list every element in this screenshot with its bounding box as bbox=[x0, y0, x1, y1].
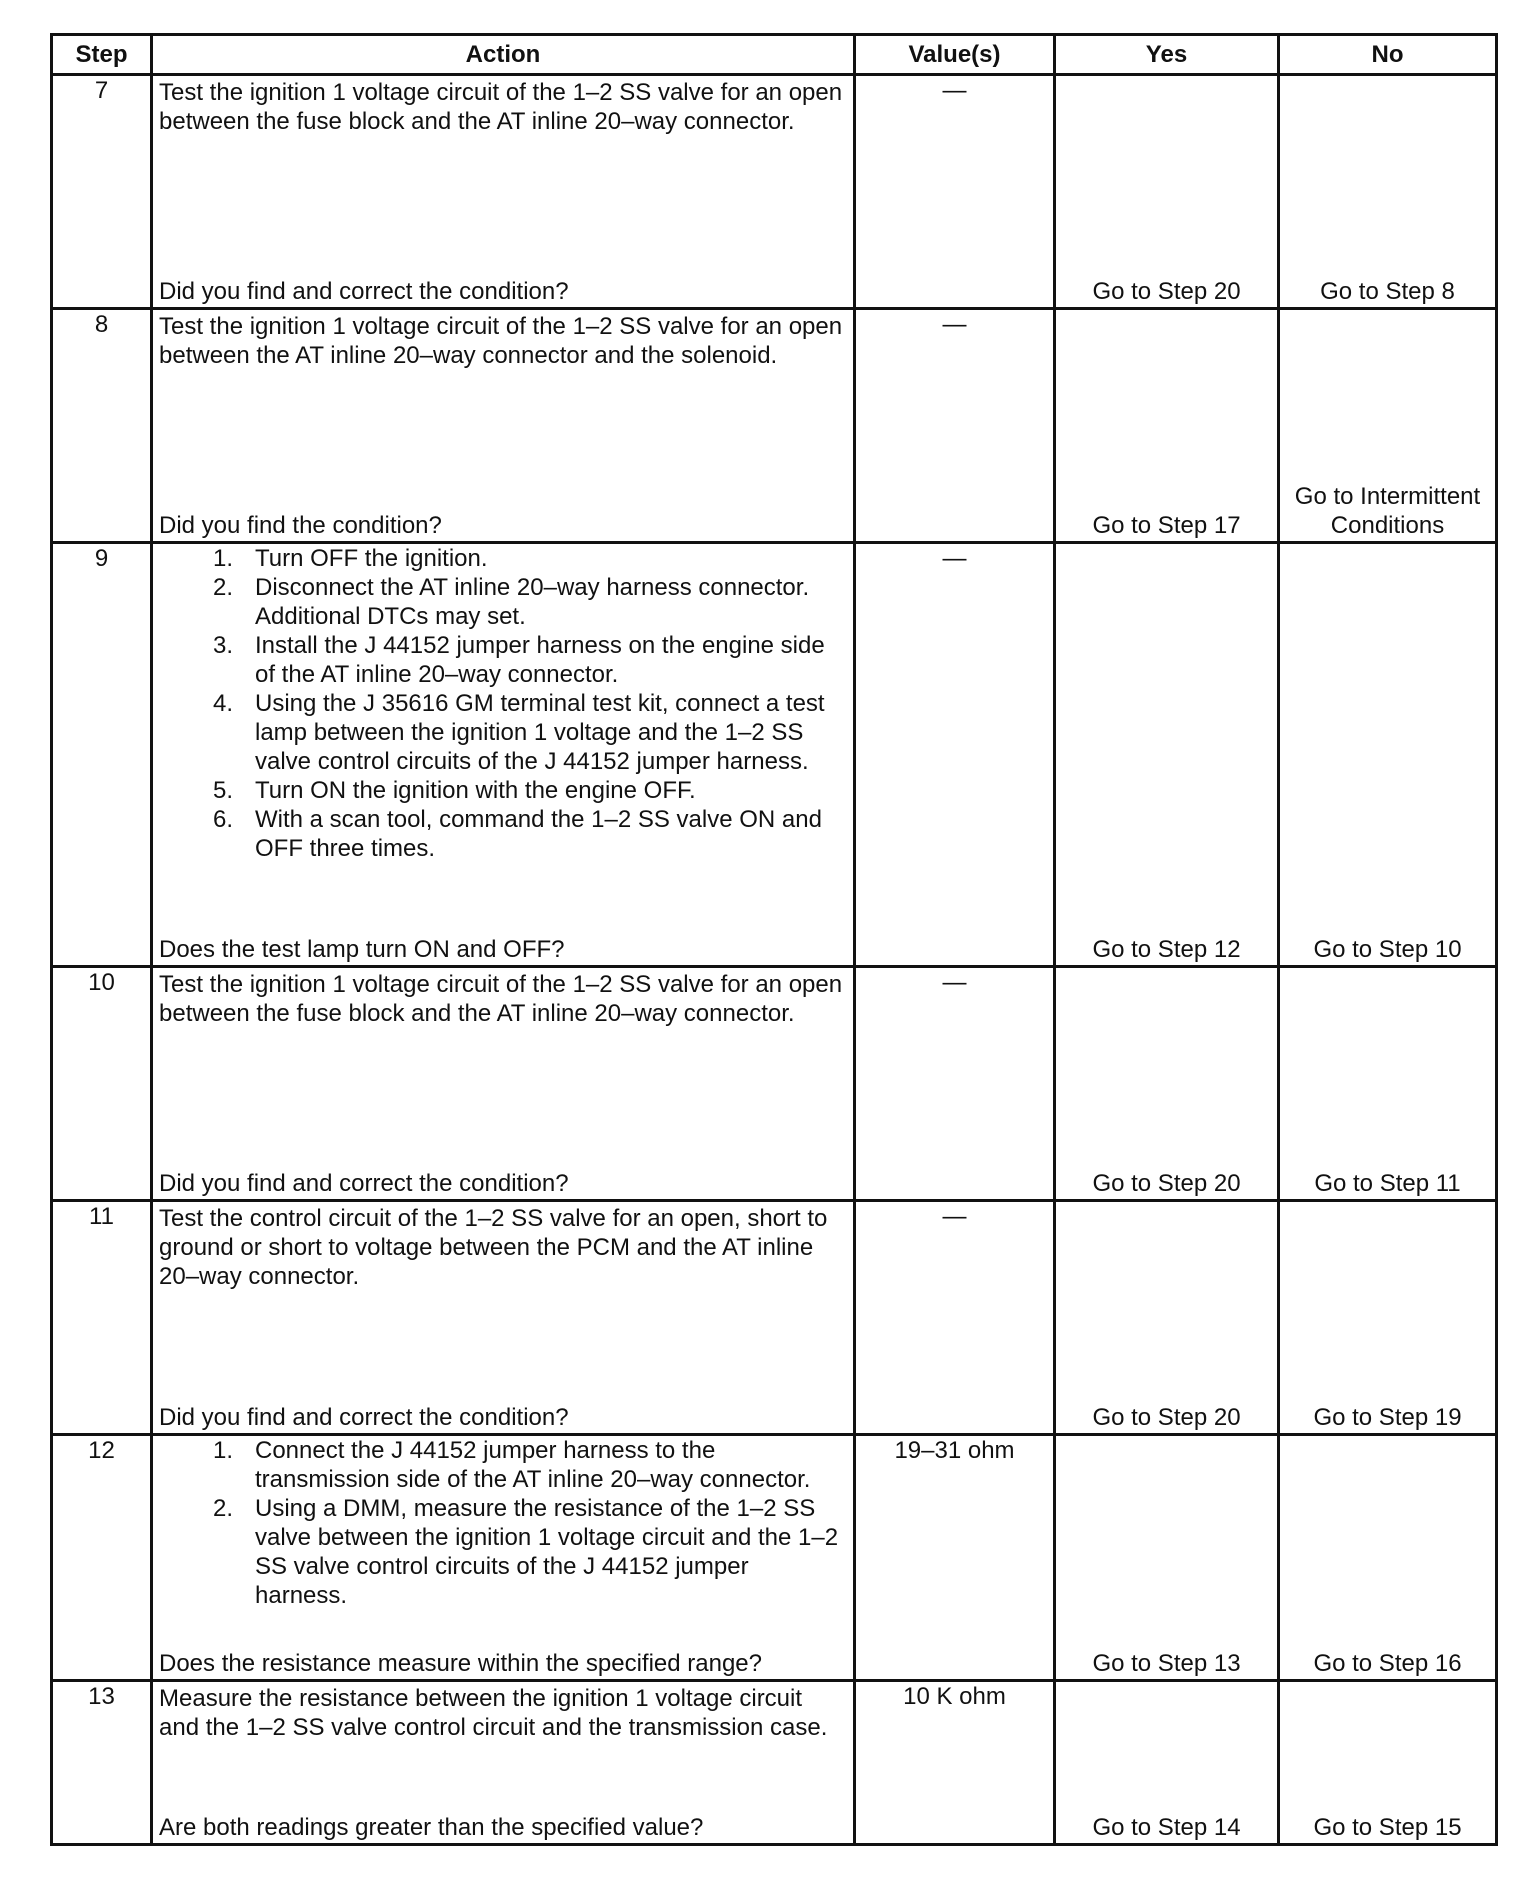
action-cell bbox=[152, 1201, 855, 1435]
action-text: Measure the resistance between the ignition 1 voltage circuit and the 1–2 SS valve control circuit and the transmission case. bbox=[159, 1685, 828, 1741]
value-cell: 19–31 ohm bbox=[855, 1435, 1055, 1681]
header-yes: Yes bbox=[1055, 35, 1279, 75]
table-row-step-9 bbox=[52, 543, 1497, 967]
substep: 4. Using the J 35616 GM terminal test kit, connect a test lamp between the ignition 1 voltage and the 1–2 SS valve control circuits of the J 44152 jumper harness. bbox=[213, 690, 825, 775]
action-text: Test the ignition 1 voltage circuit of the 1–2 SS valve for an open between the AT inline 20–way connector and the solenoid. bbox=[159, 313, 843, 369]
action-cell bbox=[152, 1435, 855, 1681]
action-cell bbox=[152, 1681, 855, 1845]
yes-cell bbox=[1055, 1201, 1279, 1435]
no-cell bbox=[1279, 967, 1497, 1201]
no-result: Go to Step 15 bbox=[1313, 1814, 1462, 1841]
table-row-step-11 bbox=[52, 1201, 1497, 1435]
yes-cell bbox=[1055, 967, 1279, 1201]
table-row-step-8 bbox=[52, 309, 1497, 543]
header-values: Value(s) bbox=[855, 35, 1055, 75]
yes-cell bbox=[1055, 543, 1279, 967]
action-cell bbox=[152, 309, 855, 543]
table-row-step-10 bbox=[52, 967, 1497, 1201]
value-cell: — bbox=[855, 309, 1055, 543]
action-question: Does the resistance measure within the specified range? bbox=[159, 1650, 762, 1677]
step-number: 8 bbox=[52, 309, 152, 543]
table-row-step-12 bbox=[52, 1435, 1497, 1681]
header-action: Action bbox=[152, 35, 855, 75]
no-result: Go to Step 16 bbox=[1313, 1650, 1462, 1677]
substep-list bbox=[153, 1436, 853, 1610]
action-cell bbox=[152, 75, 855, 309]
table-row-step-7 bbox=[52, 75, 1497, 309]
yes-cell bbox=[1055, 75, 1279, 309]
value-cell: 10 K ohm bbox=[855, 1681, 1055, 1845]
no-cell bbox=[1279, 543, 1497, 967]
action-text: Test the control circuit of the 1–2 SS valve for an open, short to ground or short to voltage between the PCM and the AT inline 20–way connector. bbox=[159, 1205, 828, 1290]
header-row bbox=[52, 35, 1497, 75]
substep: 5. Turn ON the ignition with the engine OFF. bbox=[213, 777, 696, 804]
action-question: Did you find and correct the condition? bbox=[159, 1404, 569, 1431]
substep: 1. Turn OFF the ignition. bbox=[213, 545, 488, 572]
yes-result: Go to Step 20 bbox=[1092, 1404, 1241, 1431]
step-number: 13 bbox=[52, 1681, 152, 1845]
diagnostic-table bbox=[50, 33, 1498, 1846]
no-result: Go to Step 11 bbox=[1314, 1170, 1461, 1197]
step-number: 9 bbox=[52, 543, 152, 967]
substep: 3. Install the J 44152 jumper harness on the engine side of the AT inline 20–way connector. bbox=[213, 632, 825, 688]
value-cell: — bbox=[855, 1201, 1055, 1435]
step-number: 12 bbox=[52, 1435, 152, 1681]
yes-cell bbox=[1055, 1435, 1279, 1681]
action-cell bbox=[152, 543, 855, 967]
substep: 6. With a scan tool, command the 1–2 SS valve ON and OFF three times. bbox=[213, 806, 822, 862]
no-cell bbox=[1279, 1435, 1497, 1681]
substep: 2. Disconnect the AT inline 20–way harness connector. Additional DTCs may set. bbox=[213, 574, 810, 630]
yes-result: Go to Step 20 bbox=[1092, 1170, 1241, 1197]
no-result: Go to Step 19 bbox=[1313, 1404, 1462, 1431]
action-question: Did you find and correct the condition? bbox=[159, 278, 569, 305]
action-cell bbox=[152, 967, 855, 1201]
header-no: No bbox=[1279, 35, 1497, 75]
substep: 2. Using a DMM, measure the resistance of the 1–2 SS valve between the ignition 1 voltage circuit and the 1–2 SS valve control circuits of the J 44152 jumper harness. bbox=[213, 1495, 839, 1609]
yes-result: Go to Step 12 bbox=[1092, 936, 1241, 963]
value-cell: — bbox=[855, 543, 1055, 967]
header-step: Step bbox=[52, 35, 152, 75]
step-number: 7 bbox=[52, 75, 152, 309]
no-result: Go to Step 8 bbox=[1320, 278, 1455, 305]
no-cell bbox=[1279, 309, 1497, 543]
action-text: Test the ignition 1 voltage circuit of the 1–2 SS valve for an open between the fuse block and the AT inline 20–way connector. bbox=[159, 79, 843, 135]
yes-result: Go to Step 14 bbox=[1092, 1814, 1241, 1841]
action-question: Does the test lamp turn ON and OFF? bbox=[159, 936, 565, 963]
yes-result: Go to Step 20 bbox=[1092, 278, 1241, 305]
no-result: Go to Intermittent Conditions bbox=[1294, 483, 1481, 539]
yes-result: Go to Step 17 bbox=[1092, 512, 1241, 539]
table-row-step-13 bbox=[52, 1681, 1497, 1845]
yes-cell bbox=[1055, 1681, 1279, 1845]
no-cell bbox=[1279, 1201, 1497, 1435]
step-number: 11 bbox=[52, 1201, 152, 1435]
no-cell bbox=[1279, 75, 1497, 309]
value-cell: — bbox=[855, 75, 1055, 309]
yes-cell bbox=[1055, 309, 1279, 543]
step-number: 10 bbox=[52, 967, 152, 1201]
no-result: Go to Step 10 bbox=[1313, 936, 1462, 963]
yes-result: Go to Step 13 bbox=[1092, 1650, 1241, 1677]
action-text: Test the ignition 1 voltage circuit of the 1–2 SS valve for an open between the fuse block and the AT inline 20–way connector. bbox=[159, 971, 843, 1027]
action-question: Did you find and correct the condition? bbox=[159, 1170, 569, 1197]
substep-list bbox=[153, 544, 853, 863]
action-question: Did you find the condition? bbox=[159, 512, 442, 539]
value-cell: — bbox=[855, 967, 1055, 1201]
no-cell bbox=[1279, 1681, 1497, 1845]
substep: 1. Connect the J 44152 jumper harness to the transmission side of the AT inline 20–way connector. bbox=[213, 1437, 811, 1493]
action-question: Are both readings greater than the specified value? bbox=[159, 1814, 704, 1841]
